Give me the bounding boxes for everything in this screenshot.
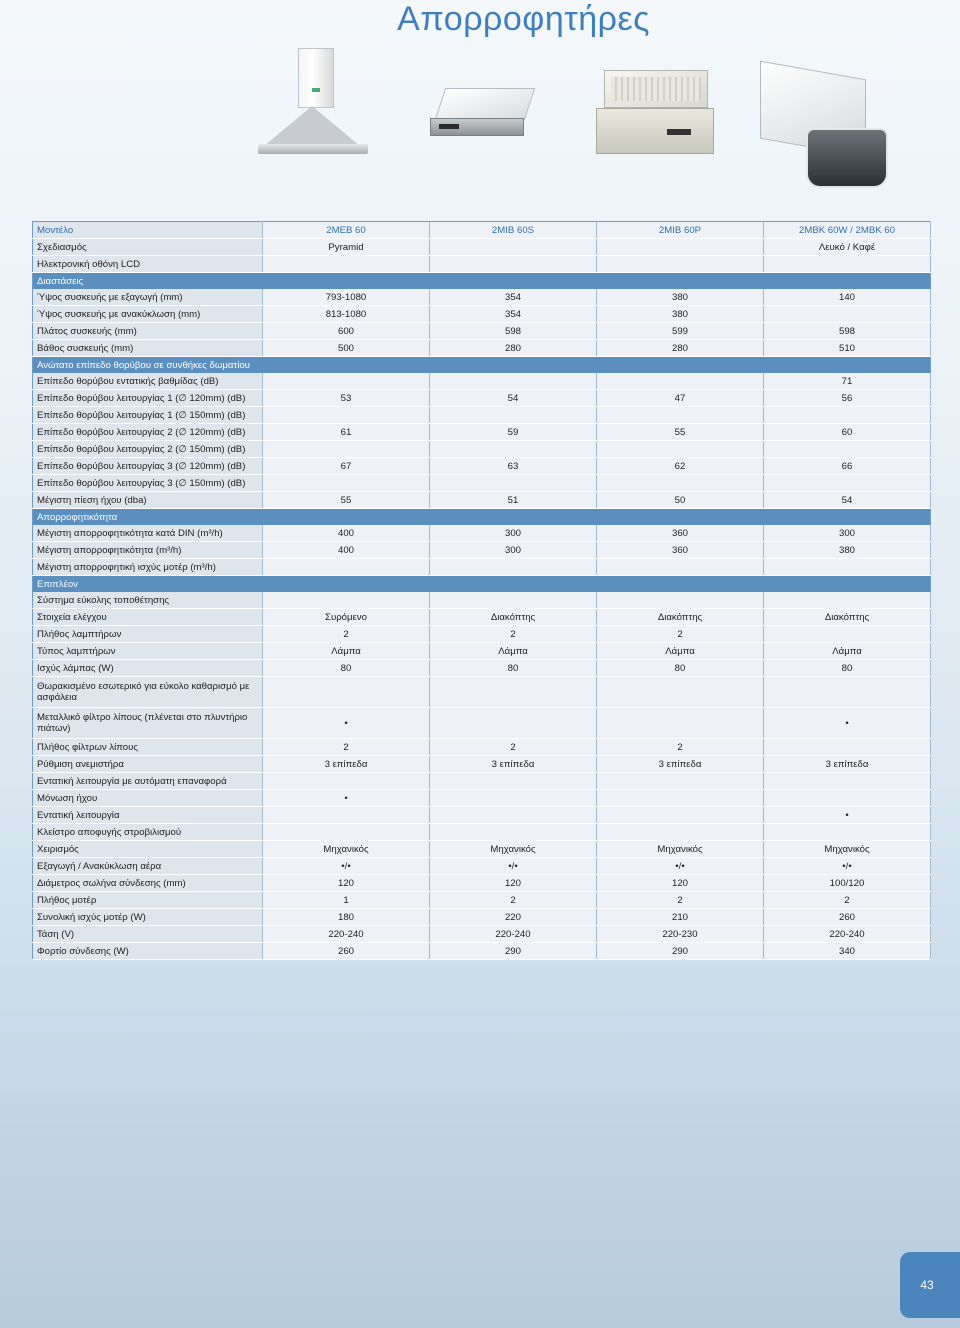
table-row (33, 542, 931, 559)
row-value (430, 407, 597, 424)
row-value (430, 475, 597, 492)
row-value: 80 (597, 660, 764, 677)
row-value: 500 (263, 340, 430, 357)
model-label: Μοντέλο (33, 222, 263, 239)
row-value: 60 (764, 424, 931, 441)
row-value (764, 739, 931, 756)
row-value (764, 626, 931, 643)
table-row (33, 424, 931, 441)
row-value: 120 (263, 875, 430, 892)
row-value (263, 256, 430, 273)
row-label: Σχεδιασμός (33, 239, 263, 256)
classic-hood-image (760, 70, 890, 188)
row-value: 2 (597, 739, 764, 756)
row-value: 220-240 (430, 926, 597, 943)
row-value (764, 677, 931, 708)
row-label: Μεταλλικό φίλτρο λίπους (πλένεται στο πλυντήριο πιάτων) (33, 708, 263, 739)
row-value: 3 επίπεδα (764, 756, 931, 773)
row-value (430, 807, 597, 824)
row-value: 56 (764, 390, 931, 407)
row-label: Χειρισμός (33, 841, 263, 858)
row-value: Λάμπα (597, 643, 764, 660)
table-header-row (33, 222, 931, 239)
table-row (33, 892, 931, 909)
row-label: Τύπος λαμπτήρων (33, 643, 263, 660)
row-value: • (764, 807, 931, 824)
row-value: 53 (263, 390, 430, 407)
table-row (33, 323, 931, 340)
row-value (597, 807, 764, 824)
table-row (33, 909, 931, 926)
page-number: 43 (920, 1278, 934, 1292)
row-value: 354 (430, 289, 597, 306)
row-label: Πλήθος λαμπτήρων (33, 626, 263, 643)
row-label: Επίπεδο θορύβου λειτουργίας 3 (∅ 120mm) (dB) (33, 458, 263, 475)
row-value: 813-1080 (263, 306, 430, 323)
row-label: Τάση (V) (33, 926, 263, 943)
row-label: Θωρακισμένο εσωτερικό για εύκολο καθαρισμό με ασφάλεια (33, 677, 263, 708)
row-label: Πλάτος συσκευής (mm) (33, 323, 263, 340)
row-value: 260 (764, 909, 931, 926)
row-label: Ύψος συσκευής με εξαγωγή (mm) (33, 289, 263, 306)
row-value: •/• (764, 858, 931, 875)
row-value (764, 824, 931, 841)
row-value: • (263, 708, 430, 739)
row-value: Μηχανικός (430, 841, 597, 858)
table-row (33, 492, 931, 509)
row-value (764, 773, 931, 790)
row-value (430, 256, 597, 273)
row-value: 59 (430, 424, 597, 441)
row-value: Λάμπα (263, 643, 430, 660)
row-value (430, 592, 597, 609)
table-row (33, 875, 931, 892)
table-row (33, 592, 931, 609)
row-value (263, 475, 430, 492)
row-value (430, 824, 597, 841)
row-label: Ισχύς λάμπας (W) (33, 660, 263, 677)
row-value (430, 708, 597, 739)
row-value: 598 (430, 323, 597, 340)
table-row (33, 739, 931, 756)
row-value: 54 (764, 492, 931, 509)
row-label: Φορτίο σύνδεσης (W) (33, 943, 263, 960)
row-value: 2 (597, 626, 764, 643)
row-value (597, 773, 764, 790)
table-row (33, 373, 931, 390)
row-value: 47 (597, 390, 764, 407)
row-label: Μόνωση ήχου (33, 790, 263, 807)
table-row (33, 289, 931, 306)
row-value (263, 441, 430, 458)
row-value (263, 824, 430, 841)
row-value: •/• (263, 858, 430, 875)
chimney-hood-image (258, 48, 370, 156)
row-label: Επίπεδο θορύβου λειτουργίας 1 (∅ 150mm) (dB) (33, 407, 263, 424)
row-value: 2 (430, 892, 597, 909)
section-header-row (33, 576, 931, 593)
row-value: Διακόπτης (764, 609, 931, 626)
row-value: 360 (597, 542, 764, 559)
row-value (764, 559, 931, 576)
row-label: Μέγιστη απορροφητικότητα κατά DIN (m³/h) (33, 525, 263, 542)
section-title: Επιπλέον (33, 576, 931, 593)
row-value: 280 (597, 340, 764, 357)
row-label: Συνολική ισχύς μοτέρ (W) (33, 909, 263, 926)
page-number-badge (900, 1252, 960, 1318)
row-value (430, 441, 597, 458)
table-row (33, 609, 931, 626)
row-label: Διάμετρος σωλήνα σύνδεσης (mm) (33, 875, 263, 892)
row-value: 100/120 (764, 875, 931, 892)
row-value: Διακόπτης (597, 609, 764, 626)
table-row (33, 660, 931, 677)
section-header-row (33, 357, 931, 374)
row-value: 66 (764, 458, 931, 475)
row-value: 120 (430, 875, 597, 892)
row-value (430, 790, 597, 807)
row-value (430, 677, 597, 708)
row-value: 80 (764, 660, 931, 677)
row-value: Μηχανικός (597, 841, 764, 858)
row-value (597, 677, 764, 708)
row-value: 340 (764, 943, 931, 960)
table-row (33, 773, 931, 790)
row-value: 3 επίπεδα (263, 756, 430, 773)
row-value: 140 (764, 289, 931, 306)
row-value: Μηχανικός (263, 841, 430, 858)
section-header-row (33, 273, 931, 290)
row-value: 599 (597, 323, 764, 340)
page-title: Απορροφητήρες (397, 0, 650, 38)
row-value: 51 (430, 492, 597, 509)
row-value (764, 790, 931, 807)
model-name: 2MEB 60 (263, 222, 430, 239)
row-label: Επίπεδο θορύβου εντατικής βαθμίδας (dB) (33, 373, 263, 390)
table-row (33, 441, 931, 458)
row-value: 71 (764, 373, 931, 390)
row-value: 260 (263, 943, 430, 960)
row-value: 400 (263, 542, 430, 559)
section-title: Διαστάσεις (33, 273, 931, 290)
spec-table (32, 221, 931, 960)
row-label: Μέγιστη απορροφητικότητα (m³/h) (33, 542, 263, 559)
table-row (33, 824, 931, 841)
table-row (33, 926, 931, 943)
table-row (33, 559, 931, 576)
row-value: Διακόπτης (430, 609, 597, 626)
row-value: Συρόμενο (263, 609, 430, 626)
row-value (263, 559, 430, 576)
row-label: Κλείστρο αποφυγής στροβιλισμού (33, 824, 263, 841)
row-value (263, 373, 430, 390)
row-value (597, 373, 764, 390)
row-value: 300 (430, 542, 597, 559)
row-label: Επίπεδο θορύβου λειτουργίας 2 (∅ 150mm) (dB) (33, 441, 263, 458)
table-row (33, 943, 931, 960)
row-value: Μηχανικός (764, 841, 931, 858)
model-name: 2MIB 60S (430, 222, 597, 239)
row-value (430, 373, 597, 390)
row-value (764, 306, 931, 323)
row-value: 2 (764, 892, 931, 909)
table-row (33, 756, 931, 773)
row-value: 380 (597, 289, 764, 306)
row-value (597, 256, 764, 273)
row-value: 120 (597, 875, 764, 892)
row-value: 354 (430, 306, 597, 323)
table-row (33, 525, 931, 542)
row-value: Λάμπα (764, 643, 931, 660)
row-value: 400 (263, 525, 430, 542)
row-label: Εντατική λειτουργία με αυτόματη επαναφορά (33, 773, 263, 790)
product-images (0, 40, 960, 210)
row-value: 600 (263, 323, 430, 340)
model-name: 2MBK 60W / 2MBK 60 (764, 222, 931, 239)
row-value: 598 (764, 323, 931, 340)
row-value: Λάμπα (430, 643, 597, 660)
row-value (764, 256, 931, 273)
row-value (597, 475, 764, 492)
row-value: 280 (430, 340, 597, 357)
row-label: Μέγιστη απορροφητική ισχύς μοτέρ (m³/h) (33, 559, 263, 576)
row-value: Pyramid (263, 239, 430, 256)
row-value (263, 773, 430, 790)
table-row (33, 340, 931, 357)
row-label: Πλήθος μοτέρ (33, 892, 263, 909)
row-value: 290 (597, 943, 764, 960)
table-row (33, 643, 931, 660)
section-title: Απορροφητικότητα (33, 509, 931, 526)
row-value: 2 (597, 892, 764, 909)
table-row (33, 475, 931, 492)
row-value (597, 824, 764, 841)
row-value (430, 239, 597, 256)
row-value: 55 (263, 492, 430, 509)
model-name: 2MIB 60P (597, 222, 764, 239)
row-value (430, 773, 597, 790)
row-value: 290 (430, 943, 597, 960)
row-value: 2 (263, 739, 430, 756)
section-header-row (33, 509, 931, 526)
row-label: Εντατική λειτουργία (33, 807, 263, 824)
row-value: 220-240 (764, 926, 931, 943)
row-label: Μέγιστη πίεση ήχου (dba) (33, 492, 263, 509)
row-value: •/• (430, 858, 597, 875)
row-label: Πλήθος φίλτρων λίπους (33, 739, 263, 756)
row-value: 67 (263, 458, 430, 475)
row-value: 3 επίπεδα (597, 756, 764, 773)
row-value: 80 (430, 660, 597, 677)
table-row (33, 407, 931, 424)
row-value: 50 (597, 492, 764, 509)
table-row (33, 841, 931, 858)
row-value (764, 592, 931, 609)
row-value: 510 (764, 340, 931, 357)
row-value: 210 (597, 909, 764, 926)
row-value: 2 (263, 626, 430, 643)
row-value: 1 (263, 892, 430, 909)
row-value: 80 (263, 660, 430, 677)
row-value: 2 (430, 739, 597, 756)
row-label: Ηλεκτρονική οθόνη LCD (33, 256, 263, 273)
row-value: • (764, 708, 931, 739)
row-value: 2 (430, 626, 597, 643)
table-row (33, 306, 931, 323)
row-value: 300 (764, 525, 931, 542)
row-value: • (263, 790, 430, 807)
row-value: 55 (597, 424, 764, 441)
row-value: 300 (430, 525, 597, 542)
row-value: 793-1080 (263, 289, 430, 306)
row-value (597, 790, 764, 807)
row-value (430, 559, 597, 576)
table-row (33, 626, 931, 643)
table-row (33, 239, 931, 256)
row-value: 360 (597, 525, 764, 542)
row-value: 220-240 (263, 926, 430, 943)
row-label: Ύψος συσκευής με ανακύκλωση (mm) (33, 306, 263, 323)
row-label: Εξαγωγή / Ανακύκλωση αέρα (33, 858, 263, 875)
row-label: Επίπεδο θορύβου λειτουργίας 1 (∅ 120mm) (dB) (33, 390, 263, 407)
row-value (263, 677, 430, 708)
section-title: Ανώτατο επίπεδο θορύβου σε συνθήκες δωματίου (33, 357, 931, 374)
row-label: Επίπεδο θορύβου λειτουργίας 2 (∅ 120mm) (dB) (33, 424, 263, 441)
row-value: •/• (597, 858, 764, 875)
row-value: 220-230 (597, 926, 764, 943)
table-row (33, 390, 931, 407)
row-value: 220 (430, 909, 597, 926)
slim-hood-beige-image (596, 70, 714, 154)
row-value: 61 (263, 424, 430, 441)
table-row (33, 677, 931, 708)
row-value: 380 (597, 306, 764, 323)
row-value (597, 708, 764, 739)
row-value (263, 592, 430, 609)
row-value: 63 (430, 458, 597, 475)
row-value: 180 (263, 909, 430, 926)
table-row (33, 790, 931, 807)
row-value: 3 επίπεδα (430, 756, 597, 773)
table-row (33, 458, 931, 475)
table-row (33, 256, 931, 273)
row-value: 62 (597, 458, 764, 475)
row-value (597, 559, 764, 576)
table-row (33, 807, 931, 824)
row-label: Σύστημα εύκολης τοποθέτησης (33, 592, 263, 609)
row-value (597, 407, 764, 424)
row-value: Λευκό / Καφέ (764, 239, 931, 256)
row-label: Επίπεδο θορύβου λειτουργίας 3 (∅ 150mm) (dB) (33, 475, 263, 492)
row-value: 54 (430, 390, 597, 407)
row-label: Βάθος συσκευής (mm) (33, 340, 263, 357)
row-value (597, 239, 764, 256)
row-value: 380 (764, 542, 931, 559)
table-row (33, 858, 931, 875)
row-value (263, 807, 430, 824)
row-value (764, 407, 931, 424)
row-label: Στοιχεία ελέγχου (33, 609, 263, 626)
row-value (764, 475, 931, 492)
row-label: Ρύθμιση ανεμιστήρα (33, 756, 263, 773)
row-value (597, 592, 764, 609)
row-value (263, 407, 430, 424)
row-value (764, 441, 931, 458)
slim-hood-image (430, 88, 530, 148)
row-value (597, 441, 764, 458)
table-row (33, 708, 931, 739)
